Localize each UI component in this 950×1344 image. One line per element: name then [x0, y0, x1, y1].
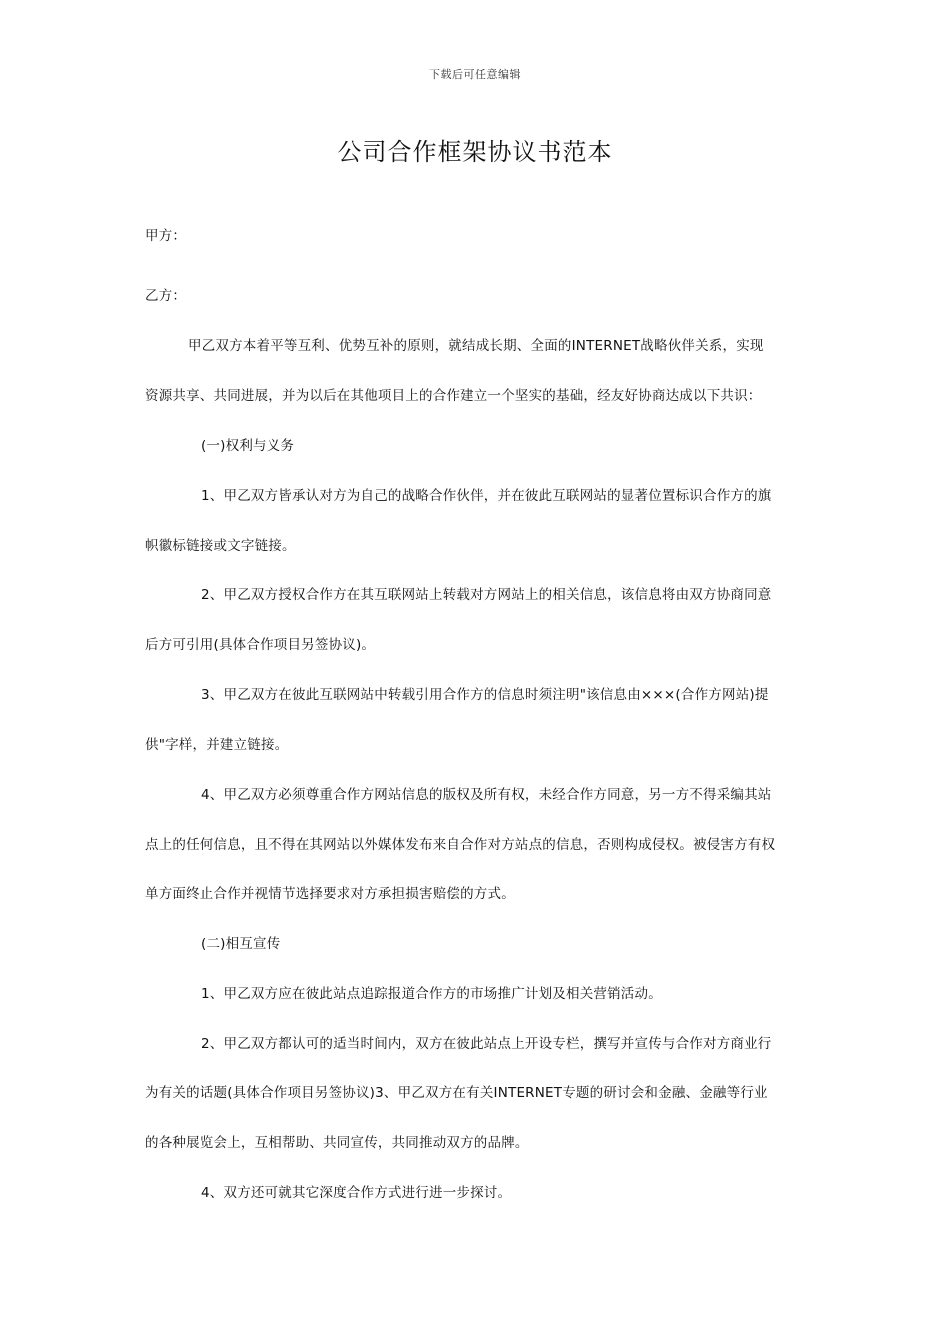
- paragraph-line: 供"字样，并建立链接。: [145, 737, 289, 753]
- paragraph-line: 1、甲乙双方皆承认对方为自己的战略合作伙伴，并在彼此互联网站的显著位置标识合作方的旗: [201, 488, 772, 504]
- paragraph-line: 4、双方还可就其它深度合作方式进行进一步探讨。: [201, 1185, 512, 1201]
- paragraph-line: 3、甲乙双方在彼此互联网站中转载引用合作方的信息时须注明"该信息由×××(合作方网站)提: [201, 687, 769, 703]
- paragraph-line: 2、甲乙双方授权合作方在其互联网站上转载对方网站上的相关信息，该信息将由双方协商同意: [201, 587, 772, 603]
- party-a-label: 甲方：: [145, 228, 187, 244]
- paragraph-line: 甲乙双方本着平等互利、优势互补的原则，就结成长期、全面的INTERNET战略伙伴关系，实现: [188, 338, 764, 354]
- paragraph-line: 资源共享、共同进展，并为以后在其他项目上的合作建立一个坚实的基础，经友好协商达成以下共识：: [145, 388, 762, 404]
- paragraph-line: 1、甲乙双方应在彼此站点追踪报道合作方的市场推广计划及相关营销活动。: [201, 986, 662, 1002]
- paragraph-line: 的各种展览会上，互相帮助、共同宣传，共同推动双方的品牌。: [145, 1135, 529, 1151]
- paragraph-line: 单方面终止合作并视情节选择要求对方承担损害赔偿的方式。: [145, 886, 515, 902]
- paragraph-line: 帜徽标链接或文字链接。: [145, 538, 296, 554]
- party-b-label: 乙方：: [145, 288, 187, 304]
- paragraph-line: 为有关的话题(具体合作项目另签协议)3、甲乙双方在有关INTERNET专题的研讨会和金融、金融等行业: [145, 1085, 768, 1101]
- document-title: 公司合作框架协议书范本: [337, 138, 613, 166]
- paragraph-line: 2、甲乙双方都认可的适当时间内，双方在彼此站点上开设专栏，撰写并宣传与合作对方商业行: [201, 1036, 772, 1052]
- paragraph-line: 点上的任何信息，且不得在其网站以外媒体发布来自合作对方站点的信息，否则构成侵权。被侵害方有权: [145, 837, 776, 853]
- section-heading: (二)相互宣传: [201, 936, 281, 952]
- paragraph-line: 4、甲乙双方必须尊重合作方网站信息的版权及所有权，未经合作方同意，另一方不得采编其站: [201, 787, 772, 803]
- header-note: 下载后可任意编辑: [429, 68, 521, 81]
- paragraph-line: 后方可引用(具体合作项目另签协议)。: [145, 637, 376, 653]
- section-heading: (一)权利与义务: [201, 438, 295, 454]
